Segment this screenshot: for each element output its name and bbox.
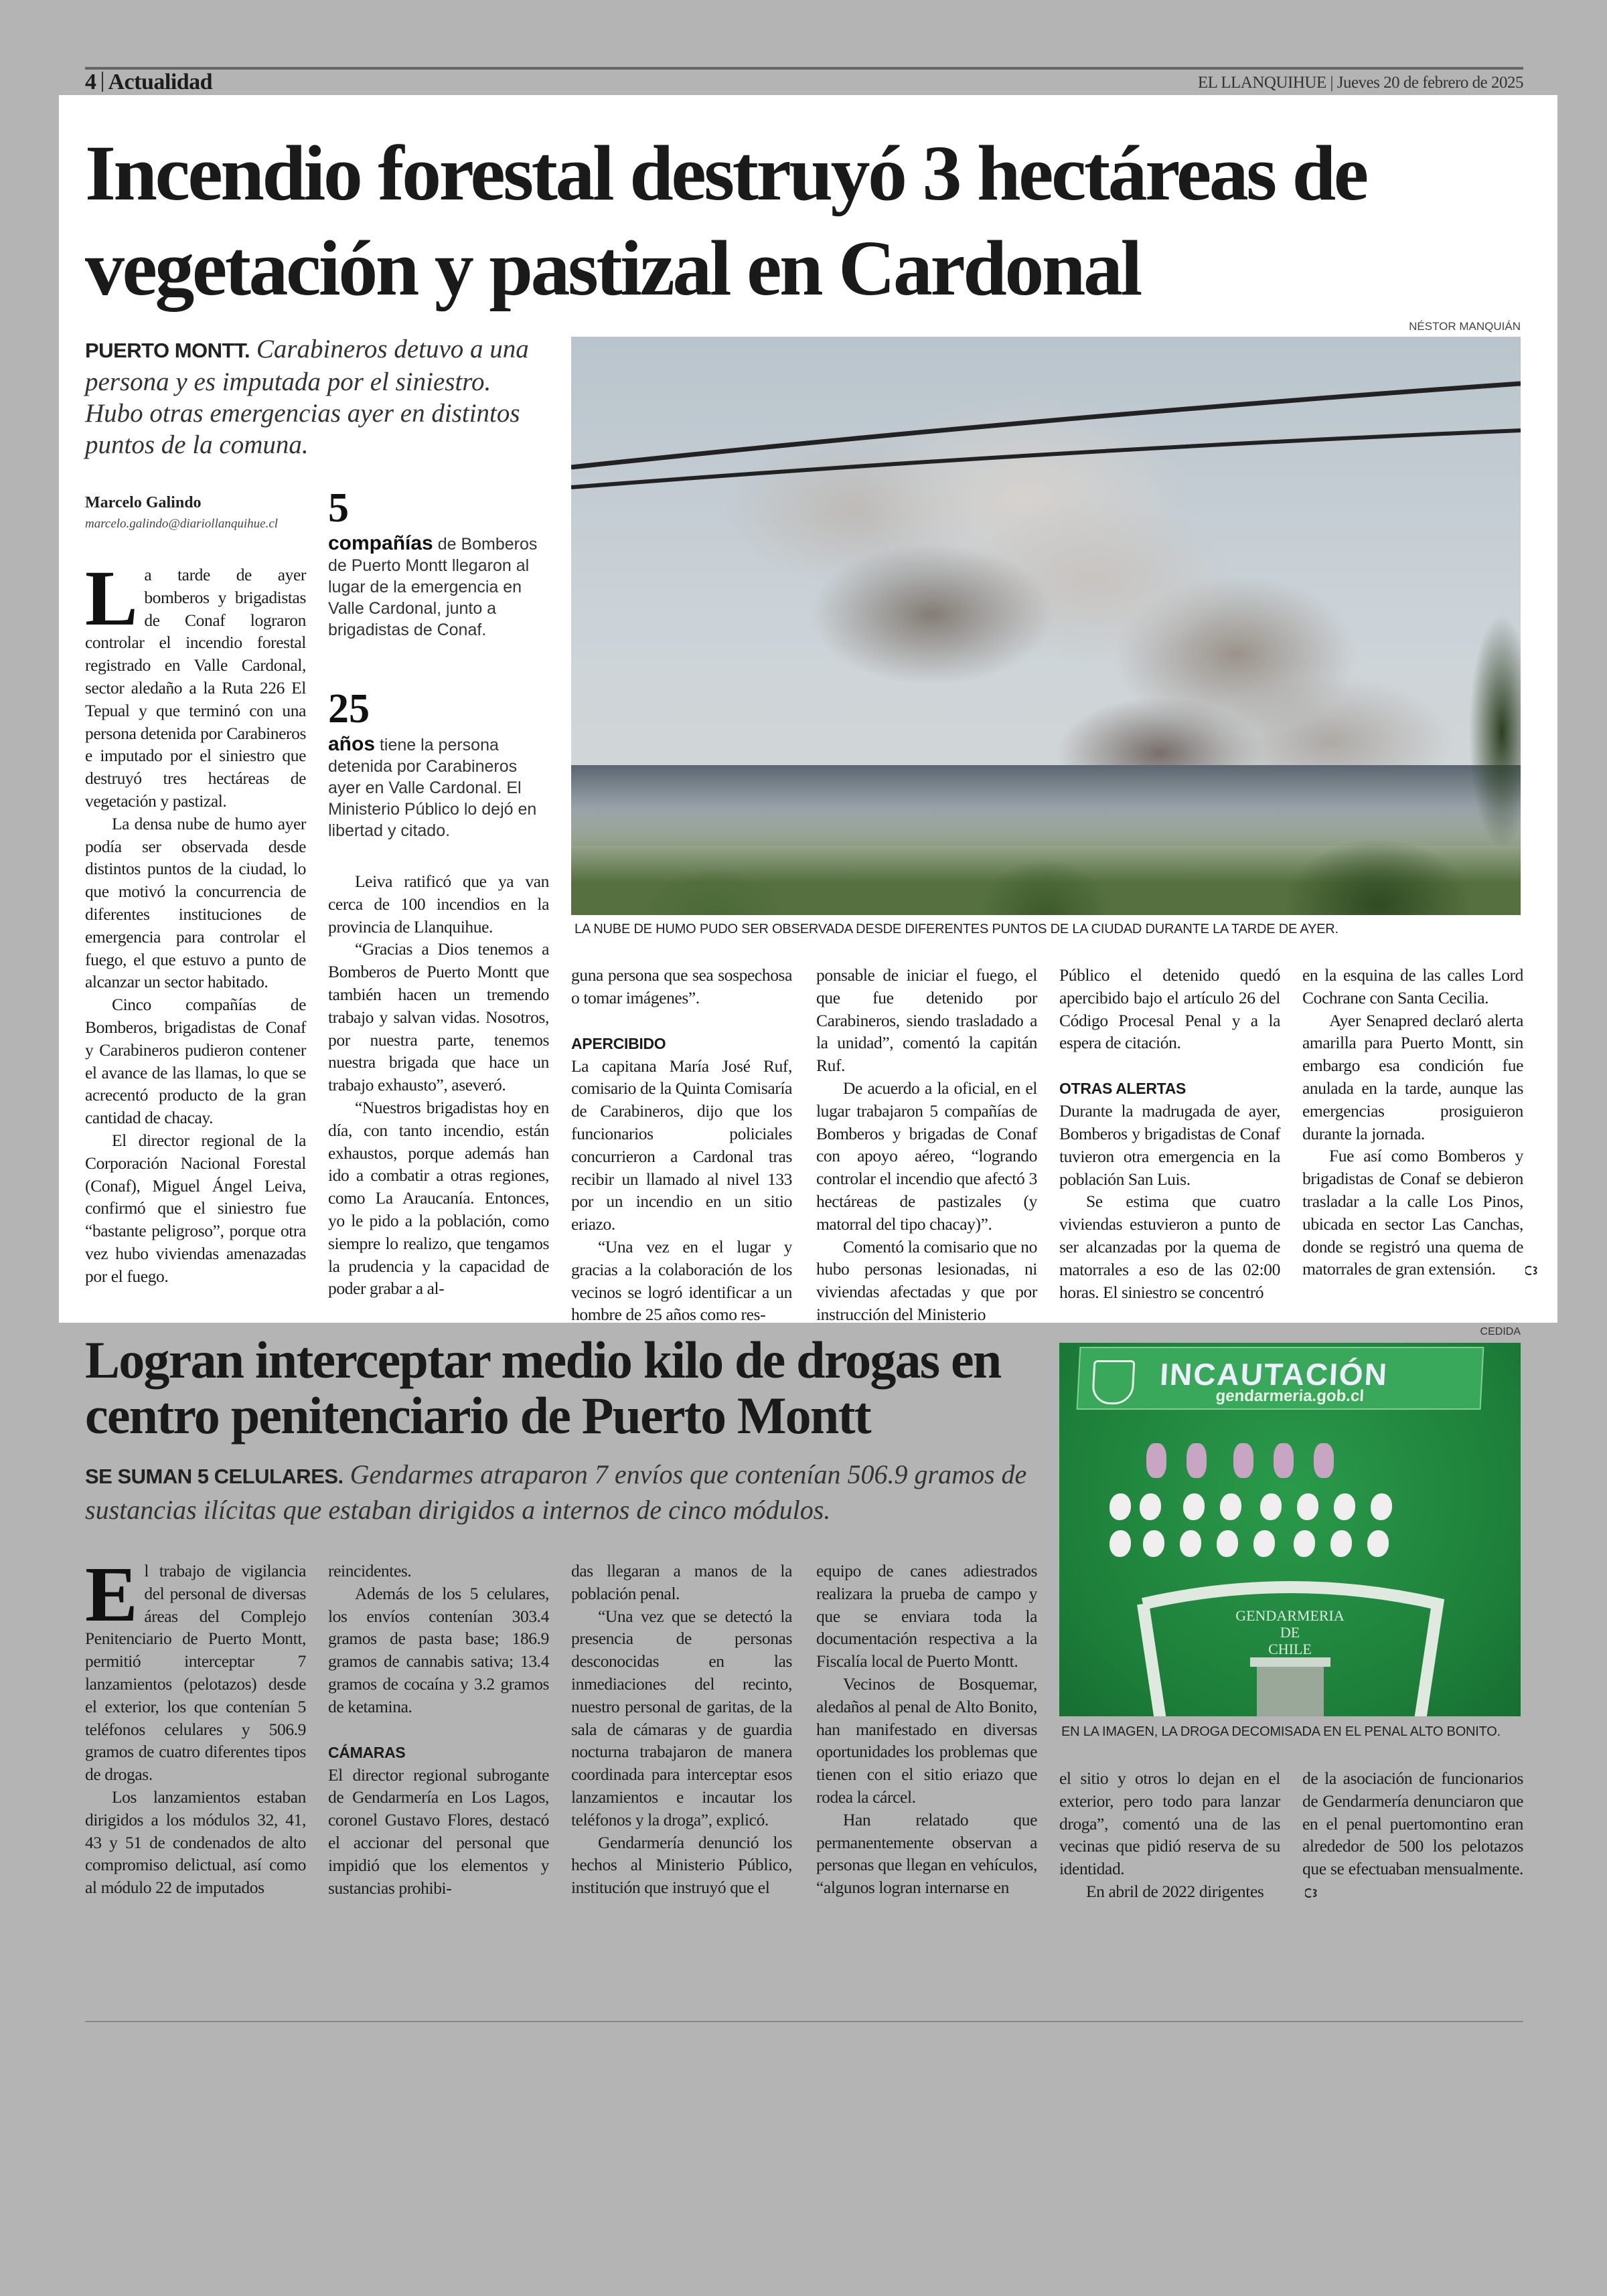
text-column (328, 870, 549, 1300)
paragraph (328, 870, 549, 938)
paragraph (85, 1550, 306, 1786)
drug-packet (1187, 1443, 1207, 1478)
paragraph (1059, 1880, 1280, 1903)
shield-text: GENDARMERIA (1235, 1607, 1345, 1624)
paragraph-text: Vecinos de Bosquemar, aledaños al penal de Alto Bonito, han manifestado en diversas oportunidades los problemas que tienen con el sitio eriazo que rodea la cárcel. (816, 1673, 1037, 1807)
lead-kicker: SE SUMAN 5 CELULARES. (85, 1465, 343, 1488)
text-column (816, 964, 1037, 1326)
drug-packet (1253, 1530, 1275, 1557)
seizure-sign (1077, 1347, 1484, 1410)
photo-caption: EN LA IMAGEN, LA DROGA DECOMISADA EN EL PENAL ALTO BONITO. (1061, 1724, 1501, 1739)
paragraph (1059, 964, 1280, 1054)
paragraph-text: En abril de 2022 dirigentes (1086, 1881, 1264, 1901)
newspaper-name: EL LLANQUIHUE (1197, 74, 1326, 92)
paragraph (328, 1582, 549, 1718)
paragraph-text: Público el detenido quedó apercibido bajo el artículo 26 del Código Procesal Penal y a la espera de citación. (1059, 965, 1280, 1053)
paragraph-text: Ayer Senapred declaró alerta amarilla para Puerto Montt, sin embargo esa condición fue anulada en la tarde, aunque las emergencias prosiguieron durante la jornada. (1302, 1010, 1523, 1143)
fact-number: 25 (328, 686, 370, 732)
paragraph (85, 993, 306, 1129)
fact-text (328, 533, 549, 641)
paragraph-text: El director regional subrogante de Gendarmería en Los Lagos, coronel Gustavo Flores, destacó el accionar del personal que impidió que los elementos y sustancias prohibi- (328, 1765, 549, 1898)
paragraph (816, 1673, 1037, 1809)
paragraph-text: reincidentes. (328, 1561, 412, 1580)
paragraph (1302, 1145, 1523, 1281)
paragraph (816, 1809, 1037, 1899)
page-number: 4 (85, 70, 96, 94)
shield-text: CHILE (1268, 1641, 1312, 1657)
shield-text: DE (1280, 1624, 1300, 1641)
paragraph-text: Cinco compañías de Bomberos, brigadistas de Conaf y Carabineros pudieron contener el avance de las llamas, lo que se acrecentó producto de la gran cantidad de chacay. (85, 995, 306, 1128)
fact-description: de Bomberos de Puerto Montt llegaron al lugar de la emergencia en Valle Cardonal, junto a brigadistas de Conaf. (328, 535, 538, 639)
paragraph (816, 1236, 1037, 1326)
header-rule (85, 67, 1523, 70)
text-column (1059, 1767, 1280, 1903)
paragraph (571, 1605, 792, 1831)
subheading: OTRAS ALERTAS (1059, 1080, 1187, 1098)
drug-packet (1220, 1493, 1241, 1520)
drug-packet (1183, 1493, 1205, 1520)
drug-packet (1260, 1493, 1282, 1520)
fact-keyword: años (328, 733, 376, 755)
article-2-lead (85, 1458, 1036, 1527)
paragraph (85, 554, 306, 813)
fact-keyword: compañías (328, 532, 433, 554)
paragraph-text: en la esquina de las calles Lord Cochrane con Santa Cecilia. (1302, 965, 1523, 1007)
paragraph-text: das llegaran a manos de la población penal. (571, 1561, 792, 1603)
text-column (1302, 1767, 1523, 1903)
paragraph (85, 1786, 306, 1899)
fact-box (328, 487, 549, 641)
paragraph-text: Los lanzamientos estaban dirigidos a los módulos 32, 41, 43 y 51 de condenados de alto compromiso delictual, así como al módulo 22 de imputados (85, 1787, 306, 1898)
section-header (85, 70, 212, 95)
text-column (571, 964, 792, 1326)
photo-credit: CEDIDA (1480, 1326, 1521, 1337)
drop-cap: E (85, 1550, 138, 1638)
paragraph (1302, 1767, 1523, 1903)
subheading: APERCIBIDO (571, 1034, 666, 1052)
lead-kicker: PUERTO MONTT. (85, 339, 250, 362)
drug-packet (1367, 1530, 1389, 1557)
photo-caption: LA NUBE DE HUMO PUDO SER OBSERVADA DESDE DIFERENTES PUNTOS DE LA CIUDAD DURANTE LA TARDE DE AYER. (575, 922, 1338, 936)
paragraph-text: l trabajo de vigilancia del personal de diversas áreas del Complejo Penitenciario de Puerto Montt, permitió interceptar 7 lanzamientos (pelotazos) desde el exterior, los que contenían 5 teléfonos celulares y 506.9 gramos de cuatro diferentes tipos de drogas. (85, 1561, 306, 1785)
paragraph (85, 813, 306, 993)
drug-packet (1314, 1443, 1334, 1478)
paragraph-text: Además de los 5 celulares, los envíos contenían 303.4 gramos de pasta base; 186.9 gramos de cannabis sativa; 13.4 gramos de cocaína y 3.2 gramos de ketamina. (328, 1583, 549, 1716)
paragraph-text: La capitana María José Ruf, comisario de la Quinta Comisaría de Carabineros, dijo que los funcionarios policiales concurrieron a Cardonal tras recibir un llamado al nivel 133 por un incendio en un sitio eriazo. (571, 1056, 792, 1234)
paragraph-text: De acuerdo a la oficial, en el lugar trabajaron 5 compañías de Bomberos y brigadas de Conaf con apoyo aéreo, “logrando controlar el incendio que afectó 3 hectáreas de pastizales (y matorral del tipo chacay)”. (816, 1078, 1037, 1234)
fact-box (328, 688, 549, 841)
paragraph (1059, 1100, 1280, 1190)
fact-text (328, 734, 549, 841)
text-column (85, 554, 306, 1288)
drop-cap: L (85, 554, 138, 642)
drug-packet (1233, 1443, 1253, 1478)
drug-packet (1294, 1530, 1315, 1557)
subheading: CÁMARAS (328, 1743, 406, 1761)
author-email[interactable]: marcelo.galindo@diariollanquihue.cl (85, 517, 279, 531)
paragraph-text: Han relatado que permanentemente observan a personas que llegan en vehículos, “algunos logran internarse en (816, 1809, 1037, 1898)
text-column (571, 1560, 792, 1899)
paragraph (328, 1096, 549, 1300)
drug-packet (1143, 1530, 1164, 1557)
paragraph-text: Durante la madrugada de ayer, Bomberos y brigadistas de Conaf tuvieron otra emergencia en la población San Luis. (1059, 1101, 1280, 1189)
paragraph (571, 1236, 792, 1326)
text-column (85, 1550, 306, 1899)
paragraph-text: El director regional de la Corporación Nacional Forestal (Conaf), Miguel Ángel Leiva, confirmó que el siniestro fue “bastante peligroso”, porque otra vez hubo viviendas amenazadas por el fuego. (85, 1130, 306, 1286)
paragraph-text: guna persona que sea sospechosa o tomar imágenes”. (571, 965, 792, 1007)
author-name: Marcelo Galindo (85, 494, 202, 511)
paragraph-text: Fue así como Bomberos y brigadistas de Conaf se debieron trasladar a la calle Los Pinos, ubicada en sector Las Canchas, donde se registró una quema de matorrales de gran extensión. (1302, 1146, 1523, 1279)
paragraph-text: Se estima que cuatro viviendas estuvieron a punto de ser alcanzadas por la quema de matorrales a eso de las 02:00 horas. El siniestro se concentró (1059, 1192, 1280, 1302)
paragraph (85, 1129, 306, 1288)
divider (102, 72, 103, 92)
section-name: Actualidad (108, 70, 213, 94)
paragraph (328, 1764, 549, 1900)
end-mark-icon (1305, 1882, 1320, 1892)
text-column (1059, 964, 1280, 1303)
paragraph (1059, 1767, 1280, 1880)
photo-credit: NÉSTOR MANQUIÁN (1409, 320, 1521, 333)
paragraph (571, 1831, 792, 1899)
paragraph-text: “Nuestros brigadistas hoy en día, con tanto incendio, están exhaustos, porque además han ido a combatir a otras regiones, como La Araucanía. Entonces, yo le pido a la población, como siempre lo realizo, que tengamos la prudencia y la capacidad de poder grabar a al- (328, 1097, 549, 1299)
text-column (328, 1560, 549, 1899)
drug-packet (1371, 1493, 1392, 1520)
paragraph-text: equipo de canes adiestrados realizara la prueba de campo y que se enviara toda la documentación respectiva a la Fiscalía local de Puerto Montt. (816, 1561, 1037, 1671)
paragraph-text: “Una vez en el lugar y gracias a la colaboración de los vecinos se logró identificar a un hombre de 25 años como res- (571, 1236, 792, 1325)
paragraph (328, 938, 549, 1096)
article-2-headline: Logran interceptar medio kilo de drogas en centro penitenciario de Puerto Montt (85, 1331, 1001, 1445)
paragraph-text: La densa nube de humo ayer podía ser observada desde distintos puntos de la ciudad, lo que motivó la concurrencia de diferentes instituciones de emergencia para controlar el fuego, el que estuvo a punto de alcanzar un sector habitado. (85, 813, 306, 992)
text-column (816, 1560, 1037, 1899)
end-mark-icon (1499, 1259, 1513, 1270)
paragraph-text: “Una vez que se detectó la presencia de personas desconocidas en las inmediaciones del recinto, nuestro personal de garitas, de la sala de cámaras y de guardia nocturna trabajaron de manera coordinada para interceptar esos lanzamientos e incautar los teléfonos y la droga”, explicó. (571, 1606, 792, 1829)
drug-packet (1146, 1443, 1166, 1478)
masthead-info: EL LLANQUIHUE | Jueves 20 de febrero de 2025 (1197, 74, 1523, 92)
paragraph (816, 964, 1037, 1077)
text-column (1302, 964, 1523, 1281)
paragraph-text: Comentó la comisario que no hubo personas lesionadas, ni viviendas afectadas y que por instrucción del Ministerio (816, 1236, 1037, 1324)
fact-number: 5 (328, 485, 349, 531)
paragraph (328, 1560, 549, 1582)
power-lines (571, 337, 1521, 915)
paragraph-text: Gendarmería denunció los hechos al Ministerio Público, institución que instruyó que el (571, 1832, 792, 1898)
paragraph (571, 964, 792, 1009)
article-1-lead (85, 333, 547, 461)
drug-packet (1109, 1493, 1131, 1520)
drug-packet (1180, 1530, 1201, 1557)
paragraph-text: de la asociación de funcionarios de Gendarmería denunciaron que en el penal puertomontino eran alrededor de 500 los pelotazos que se efectuaban mensualmente. (1302, 1769, 1523, 1879)
paragraph (571, 1560, 792, 1605)
lead-text: Carabineros detuvo a una persona y es imputada por el siniestro. Hubo otras emergencias ayer en distintos puntos de la comuna. (85, 335, 529, 459)
drug-packet (1297, 1493, 1318, 1520)
issue-date: Jueves 20 de febrero de 2025 (1336, 74, 1523, 92)
fire-smoke-photo (571, 337, 1521, 915)
lead-text: Gendarmes atraparon 7 envíos que contenían 506.9 gramos de sustancias ilícitas que estaban dirigidos a internos de cinco módulos. (85, 1459, 1027, 1525)
drug-packet (1217, 1530, 1238, 1557)
seized-drugs-photo (1059, 1343, 1521, 1716)
sign-url: gendarmeria.gob.cl (1215, 1387, 1365, 1405)
paragraph (1302, 964, 1523, 1009)
paragraph (1059, 1190, 1280, 1303)
paragraph-text: “Gracias a Dios tenemos a Bomberos de Puerto Montt que también hacen un tremendo trabajo y salvan vidas. Nosotros, por nuestra parte, tenemos nuestra brigada que hace un trabajo exhausto”, aseveró. (328, 939, 549, 1095)
article-1-headline: Incendio forestal destruyó 3 hectáreas de vegetación y pastizal en Cardonal (85, 129, 1367, 312)
drug-packet (1334, 1493, 1355, 1520)
paragraph (816, 1077, 1037, 1236)
paragraph (816, 1560, 1037, 1673)
bottom-rule (85, 2021, 1523, 2022)
paragraph-text: Leiva ratificó que ya van cerca de 100 incendios en la provincia de Llanquihue. (328, 872, 549, 936)
gendarmeria-badge-icon (1091, 1360, 1135, 1404)
sign-title: INCAUTACIÓN (1158, 1357, 1389, 1392)
paragraph (571, 1055, 792, 1236)
fact-description: tiene la persona detenida por Carabineros ayer en Valle Cardonal. El Ministerio Público lo dejó en libertad y citado. (328, 736, 537, 840)
drug-packet (1330, 1530, 1352, 1557)
drug-packet (1140, 1493, 1161, 1520)
drug-packet (1109, 1530, 1131, 1557)
paragraph (1302, 1009, 1523, 1145)
paragraph-text: ponsable de iniciar el fuego, el que fue detenido por Carabineros, siendo trasladado a la unidad”, comentó la capitán Ruf. (816, 965, 1037, 1076)
drug-packet (1274, 1443, 1294, 1478)
paragraph-text: a tarde de ayer bomberos y brigadistas de Conaf lograron controlar el incendio forestal registrado en Valle Cardonal, sector aledaño a la Ruta 226 El Tepual y que terminó con una persona detenida por Carabineros e imputado por el siniestro que destruyó tres hectáreas de vegetación y pastizal. (85, 565, 306, 811)
paragraph-text: el sitio y otros lo dejan en el exterior, pero todo para lanzar droga”, comentó una de las vecinas que pidió reserva de su identidad. (1059, 1769, 1280, 1879)
